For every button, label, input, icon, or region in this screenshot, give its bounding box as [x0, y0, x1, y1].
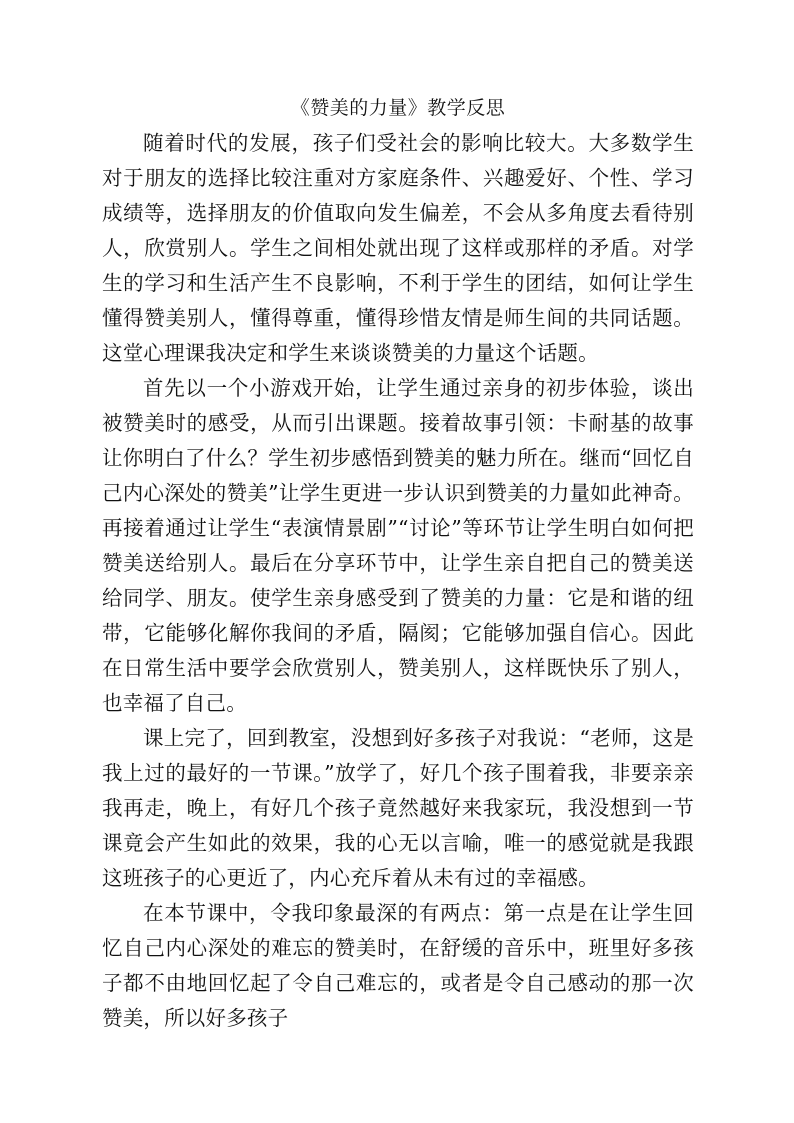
- paragraph-1: 随着时代的发展，孩子们受社会的影响比较大。大多数学生对于朋友的选择比较注重对方家庭条件、兴趣爱好、个性、学习成绩等，选择朋友的价值取向发生偏差，不会从多角度去看待别人，欣赏别人。学生之间相处就出现了这样或那样的矛盾。对学生的学习和生活产生不良影响，不利于学生的团结，如何让学生懂得赞美别人，懂得尊重，懂得珍惜友情是师生间的共同话题。这堂心理课我决定和学生来谈谈赞美的力量这个话题。: [102, 131, 694, 365]
- document-title: 《赞美的力量》教学反思: [290, 97, 506, 119]
- paragraph-4: 在本节课中，令我印象最深的有两点：第一点是在让学生回忆自己内心深处的难忘的赞美时，在舒缓的音乐中，班里好多孩子都不由地回忆起了令自己难忘的，或者是令自己感动的那一次赞美，所以好多孩子: [102, 901, 694, 1030]
- document-body: [102, 94, 694, 1036]
- paragraph-3: 课上完了，回到教室，没想到好多孩子对我说：“老师，这是我上过的最好的一节课。”放学了，好几个孩子围着我，非要亲亲我再走，晚上，有好几个孩子竟然越好来我家玩，我没想到一节课竟会产生如此的效果，我的心无以言喻，唯一的感觉就是我跟这班孩子的心更近了，内心充斥着从未有过的幸福感。: [102, 726, 694, 890]
- paragraph-2: 首先以一个小游戏开始，让学生通过亲身的初步体验，谈出被赞美时的感受，从而引出课题。接着故事引领：卡耐基的故事让你明白了什么？学生初步感悟到赞美的魅力所在。继而“回忆自己内心深处的赞美”让学生更进一步认识到赞美的力量如此神奇。再接着通过让学生“表演情景剧”“讨论”等环节让学生明白如何把赞美送给别人。最后在分享环节中，让学生亲自把自己的赞美送给同学、朋友。使学生亲身感受到了赞美的力量：它是和谐的纽带，它能够化解你我间的矛盾，隔阂；它能够加强自信心。因此在日常生活中要学会欣赏别人，赞美别人，这样既快乐了别人，也幸福了自己。: [102, 376, 694, 715]
